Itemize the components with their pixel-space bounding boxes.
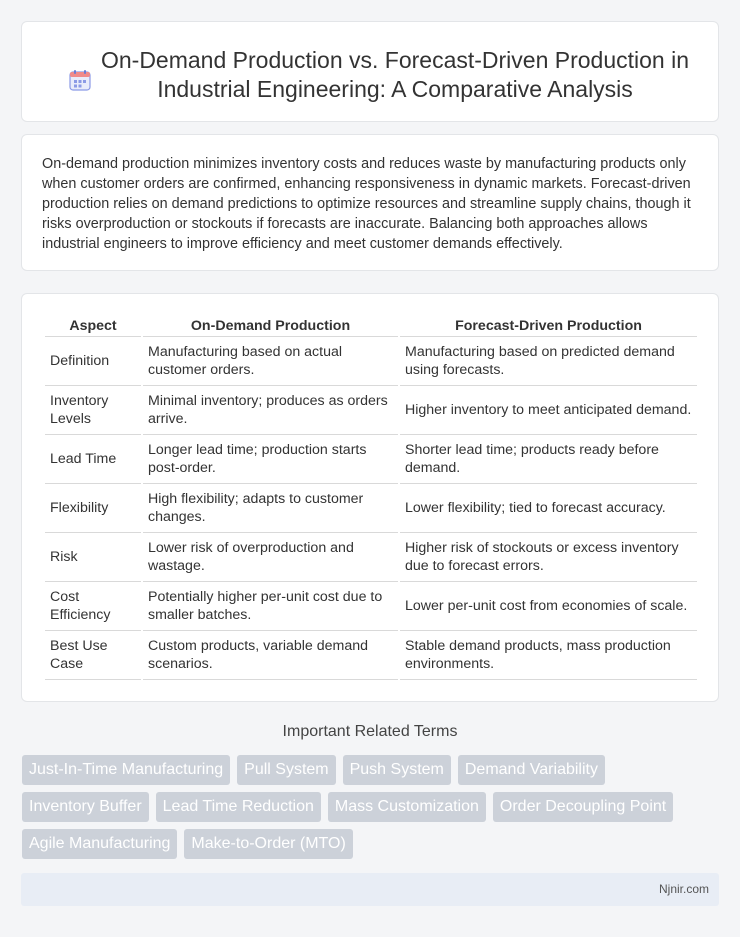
forecast-cell: Stable demand products, mass production environments. xyxy=(400,631,697,680)
table-header-row xyxy=(45,315,697,337)
related-term-tag[interactable]: Inventory Buffer xyxy=(22,792,149,822)
related-term-tag[interactable]: Pull System xyxy=(237,755,335,785)
related-term-tag[interactable]: Demand Variability xyxy=(458,755,605,785)
related-term-tag[interactable]: Mass Customization xyxy=(328,792,486,822)
table-row xyxy=(45,386,697,435)
related-term-tag[interactable]: Push System xyxy=(343,755,451,785)
aspect-cell: Inventory Levels xyxy=(45,386,141,435)
forecast-cell: Higher inventory to meet anticipated demand. xyxy=(400,386,697,435)
related-terms-title: Important Related Terms xyxy=(282,723,458,740)
aspect-cell: Cost Efficiency xyxy=(45,582,141,631)
footer-site-link[interactable]: Njnir.com xyxy=(658,882,709,896)
header-aspect: Aspect xyxy=(45,315,141,337)
aspect-cell: Lead Time xyxy=(45,435,141,484)
aspect-cell: Risk xyxy=(45,533,141,582)
page-title: On-Demand Production vs. Forecast-Driven Production in Industrial Engineering: A Comparative Analysis xyxy=(100,47,690,102)
on-demand-cell: Custom products, variable demand scenarios. xyxy=(143,631,398,680)
aspect-cell: Best Use Case xyxy=(45,631,141,680)
on-demand-cell: Potentially higher per-unit cost due to smaller batches. xyxy=(143,582,398,631)
comparison-table xyxy=(43,315,699,680)
forecast-cell: Lower per-unit cost from economies of scale. xyxy=(400,582,697,631)
forecast-cell: Lower flexibility; tied to forecast accuracy. xyxy=(400,484,697,533)
on-demand-cell: Minimal inventory; produces as orders arrive. xyxy=(143,386,398,435)
forecast-cell: Higher risk of stockouts or excess inventory due to forecast errors. xyxy=(400,533,697,582)
title-card xyxy=(21,21,719,122)
table-row xyxy=(45,337,697,386)
related-term-tag[interactable]: Agile Manufacturing xyxy=(22,829,177,859)
summary-card xyxy=(21,134,719,271)
header-forecast-driven: Forecast-Driven Production xyxy=(400,315,697,337)
on-demand-cell: Manufacturing based on actual customer orders. xyxy=(143,337,398,386)
comparison-table-card xyxy=(21,293,719,702)
table-row xyxy=(45,484,697,533)
aspect-cell: Flexibility xyxy=(45,484,141,533)
related-term-tag[interactable]: Make-to-Order (MTO) xyxy=(184,829,352,859)
table-row xyxy=(45,533,697,582)
related-terms-list xyxy=(22,755,722,859)
related-term-tag[interactable]: Order Decoupling Point xyxy=(493,792,673,822)
on-demand-cell: Longer lead time; production starts post-order. xyxy=(143,435,398,484)
forecast-cell: Manufacturing based on predicted demand using forecasts. xyxy=(400,337,697,386)
on-demand-cell: Lower risk of overproduction and wastage. xyxy=(143,533,398,582)
table-row xyxy=(45,582,697,631)
summary-text: On-demand production minimizes inventory costs and reduces waste by manufacturing products only when customer orders are confirmed, enhancing responsiveness in dynamic markets. Forecast-driven production relies on demand predictions to optimize resources and streamline supply chains, though it risks overproduction or stockouts if forecasts are inaccurate. Balancing both approaches allows industrial engineers to improve efficiency and meet customer demands effectively. xyxy=(42,156,691,252)
related-term-tag[interactable]: Just-In-Time Manufacturing xyxy=(22,755,230,785)
header-on-demand: On-Demand Production xyxy=(143,315,398,337)
on-demand-cell: High flexibility; adapts to customer changes. xyxy=(143,484,398,533)
table-row xyxy=(45,435,697,484)
forecast-cell: Shorter lead time; products ready before demand. xyxy=(400,435,697,484)
table-row xyxy=(45,631,697,680)
related-term-tag[interactable]: Lead Time Reduction xyxy=(156,792,321,822)
aspect-cell: Definition xyxy=(45,337,141,386)
footer xyxy=(21,873,719,906)
